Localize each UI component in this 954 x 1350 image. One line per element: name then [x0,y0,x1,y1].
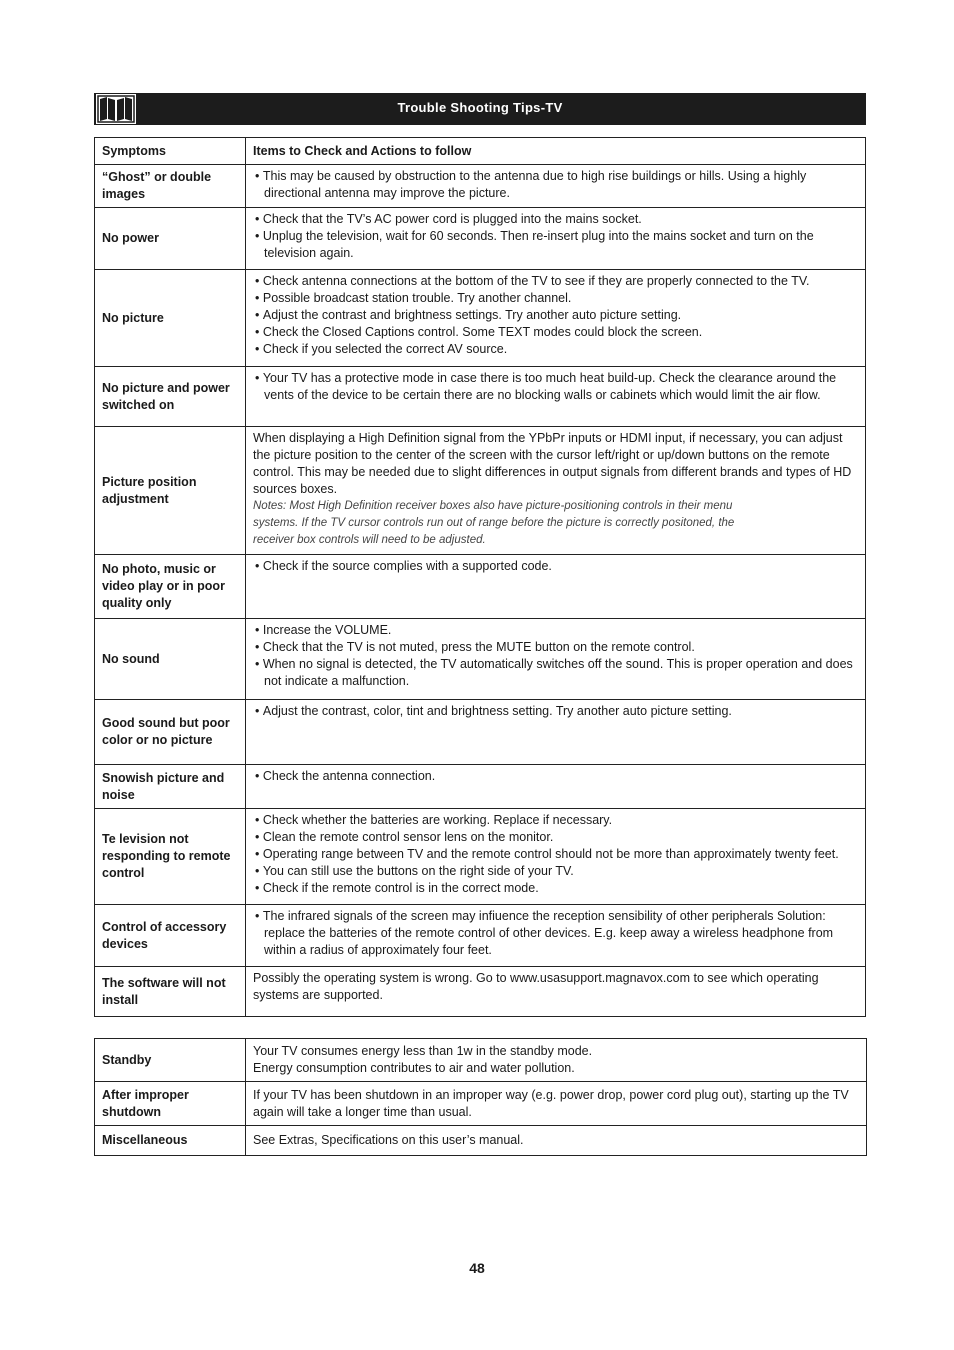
table-row [95,619,866,700]
table-row [95,555,866,619]
symptom-cell: No picture and power switched on [95,367,246,427]
troubleshooting-table [94,137,866,1017]
table-row [95,700,866,765]
action-list [253,370,857,404]
symptom-cell: Te levision not responding to remote control [95,809,246,905]
page-number: 48 [469,1260,485,1276]
action-text: Possibly the operating system is wrong. Go to www.usasupport.magnavox.com to see which operating systems are supported. [253,971,819,1002]
symptom-cell: No sound [95,619,246,700]
symptom-cell: No picture [95,270,246,367]
page-title: Trouble Shooting Tips-TV [397,100,563,115]
action-item: • Clean the remote control sensor lens on the monitor. [253,829,857,846]
actions-cell [246,700,866,765]
note-line: systems. If the TV cursor controls run out of range before the picture is correctly positoned, the [253,517,735,529]
action-item: • Your TV has a protective mode in case there is too much heat build-up. Check the clearance around the vents of the device to be certain there are no blocking walls or cabinets which would limit the air flow. [253,370,857,404]
symptom-cell: After improper shutdown [95,1082,246,1126]
action-item: • Check whether the batteries are working. Replace if necessary. [253,812,857,829]
table-row [95,367,866,427]
symptom-cell: Picture position adjustment [95,427,246,555]
table-row [95,967,866,1017]
action-item: • The infrared signals of the screen may infiuence the reception sensibility of other peripherals Solution: replace the batteries of the remote control of other devices. E.g. keep away a wireless headphone from within a radius of approximately four feet. [253,908,857,959]
action-item: • Check that the TV’s AC power cord is plugged into the mains socket. [253,211,857,228]
actions-cell [246,967,866,1017]
action-item: • Adjust the contrast and brightness settings. Try another auto picture setting. [253,307,857,324]
action-item: • Check the antenna connection. [253,768,857,785]
actions-cell [246,619,866,700]
info-line: Energy consumption contributes to air and water pollution. [253,1061,575,1075]
symptom-cell: No photo, music or video play or in poor quality only [95,555,246,619]
actions-cell [246,367,866,427]
column-header-actions: Items to Check and Actions to follow [246,138,866,165]
actions-cell [246,270,866,367]
action-item: • Adjust the contrast, color, tint and brightness setting. Try another auto picture setting. [253,703,857,720]
action-item: • Increase the VOLUME. [253,622,857,639]
actions-cell [246,905,866,967]
table-row [95,165,866,208]
table-row [95,765,866,809]
info-line: Your TV consumes energy less than 1w in the standby mode. [253,1044,593,1058]
table-row [95,809,866,905]
symptom-cell: Miscellaneous [95,1126,246,1156]
action-item: • Check if the remote control is in the correct mode. [253,880,857,897]
table-row [95,1126,867,1156]
table-row [95,270,866,367]
table-row [95,905,866,967]
actions-cell [246,165,866,208]
action-item: • Check that the TV is not muted, press the MUTE button on the remote control. [253,639,857,656]
column-header-symptoms: Symptoms [95,138,246,165]
symptom-cell: Snowish picture and noise [95,765,246,809]
actions-cell [246,1082,867,1126]
action-item: • Check if you selected the correct AV source. [253,341,857,358]
section-header [94,93,866,125]
symptom-cell: The software will not install [95,967,246,1017]
action-item: • Check the Closed Captions control. Some TEXT modes could block the screen. [253,324,857,341]
action-list [253,703,857,720]
action-list [253,168,857,202]
note-line: receiver box controls will need to be adjusted. [253,534,486,546]
actions-cell [246,427,866,555]
action-list [253,768,857,785]
action-list [253,273,857,358]
action-note [253,498,857,549]
action-item: • Possible broadcast station trouble. Try another channel. [253,290,857,307]
actions-cell [246,1039,867,1082]
symptom-cell: Good sound but poor color or no picture [95,700,246,765]
action-item: • Unplug the television, wait for 60 seconds. Then re-insert plug into the mains socket and turn on the television again. [253,228,857,262]
table-header-row [95,138,866,165]
info-line: If your TV has been shutdown in an improper way (e.g. power drop, power cord plug out), starting up the TV again will take a longer time than usual. [253,1087,849,1119]
symptom-cell: Standby [95,1039,246,1082]
action-item: • Operating range between TV and the remote control should not be more than approximately twenty feet. [253,846,857,863]
additional-info-table [94,1038,867,1156]
actions-cell [246,1126,867,1156]
symptom-cell: Control of accessory devices [95,905,246,967]
actions-cell [246,765,866,809]
symptom-cell: No power [95,208,246,270]
action-item: • You can still use the buttons on the right side of your TV. [253,863,857,880]
actions-cell [246,208,866,270]
note-line: Notes: Most High Definition receiver boxes also have picture-positioning controls in their menu [253,500,733,512]
action-text: When displaying a High Definition signal from the YPbPr inputs or HDMI input, if necessary, you can adjust the picture position to the center of the screen with the cursor left/right or up/down buttons on the remote control. This may be needed due to slight differences in output signals from different brands and types of HD sources boxes. [253,431,852,496]
action-list [253,622,857,690]
actions-cell [246,809,866,905]
actions-cell [246,555,866,619]
action-list [253,812,857,897]
action-item: • Check if the source complies with a supported code. [253,558,857,575]
action-item: • When no signal is detected, the TV automatically switches off the sound. This is proper operation and does not indicate a malfunction. [253,656,857,690]
symptom-cell: “Ghost” or double images [95,165,246,208]
action-list [253,558,857,575]
table-row [95,427,866,555]
action-item: • Check antenna connections at the bottom of the TV to see if they are properly connected to the TV. [253,273,857,290]
action-list [253,908,857,959]
table-row [95,1039,867,1082]
table-row [95,208,866,270]
info-line: See Extras, Specifications on this user’s manual. [253,1133,524,1147]
table-row [95,1082,867,1126]
action-item: • This may be caused by obstruction to the antenna due to high rise buildings or hills. Using a highly directional antenna may improve the picture. [253,168,857,202]
action-list [253,211,857,262]
